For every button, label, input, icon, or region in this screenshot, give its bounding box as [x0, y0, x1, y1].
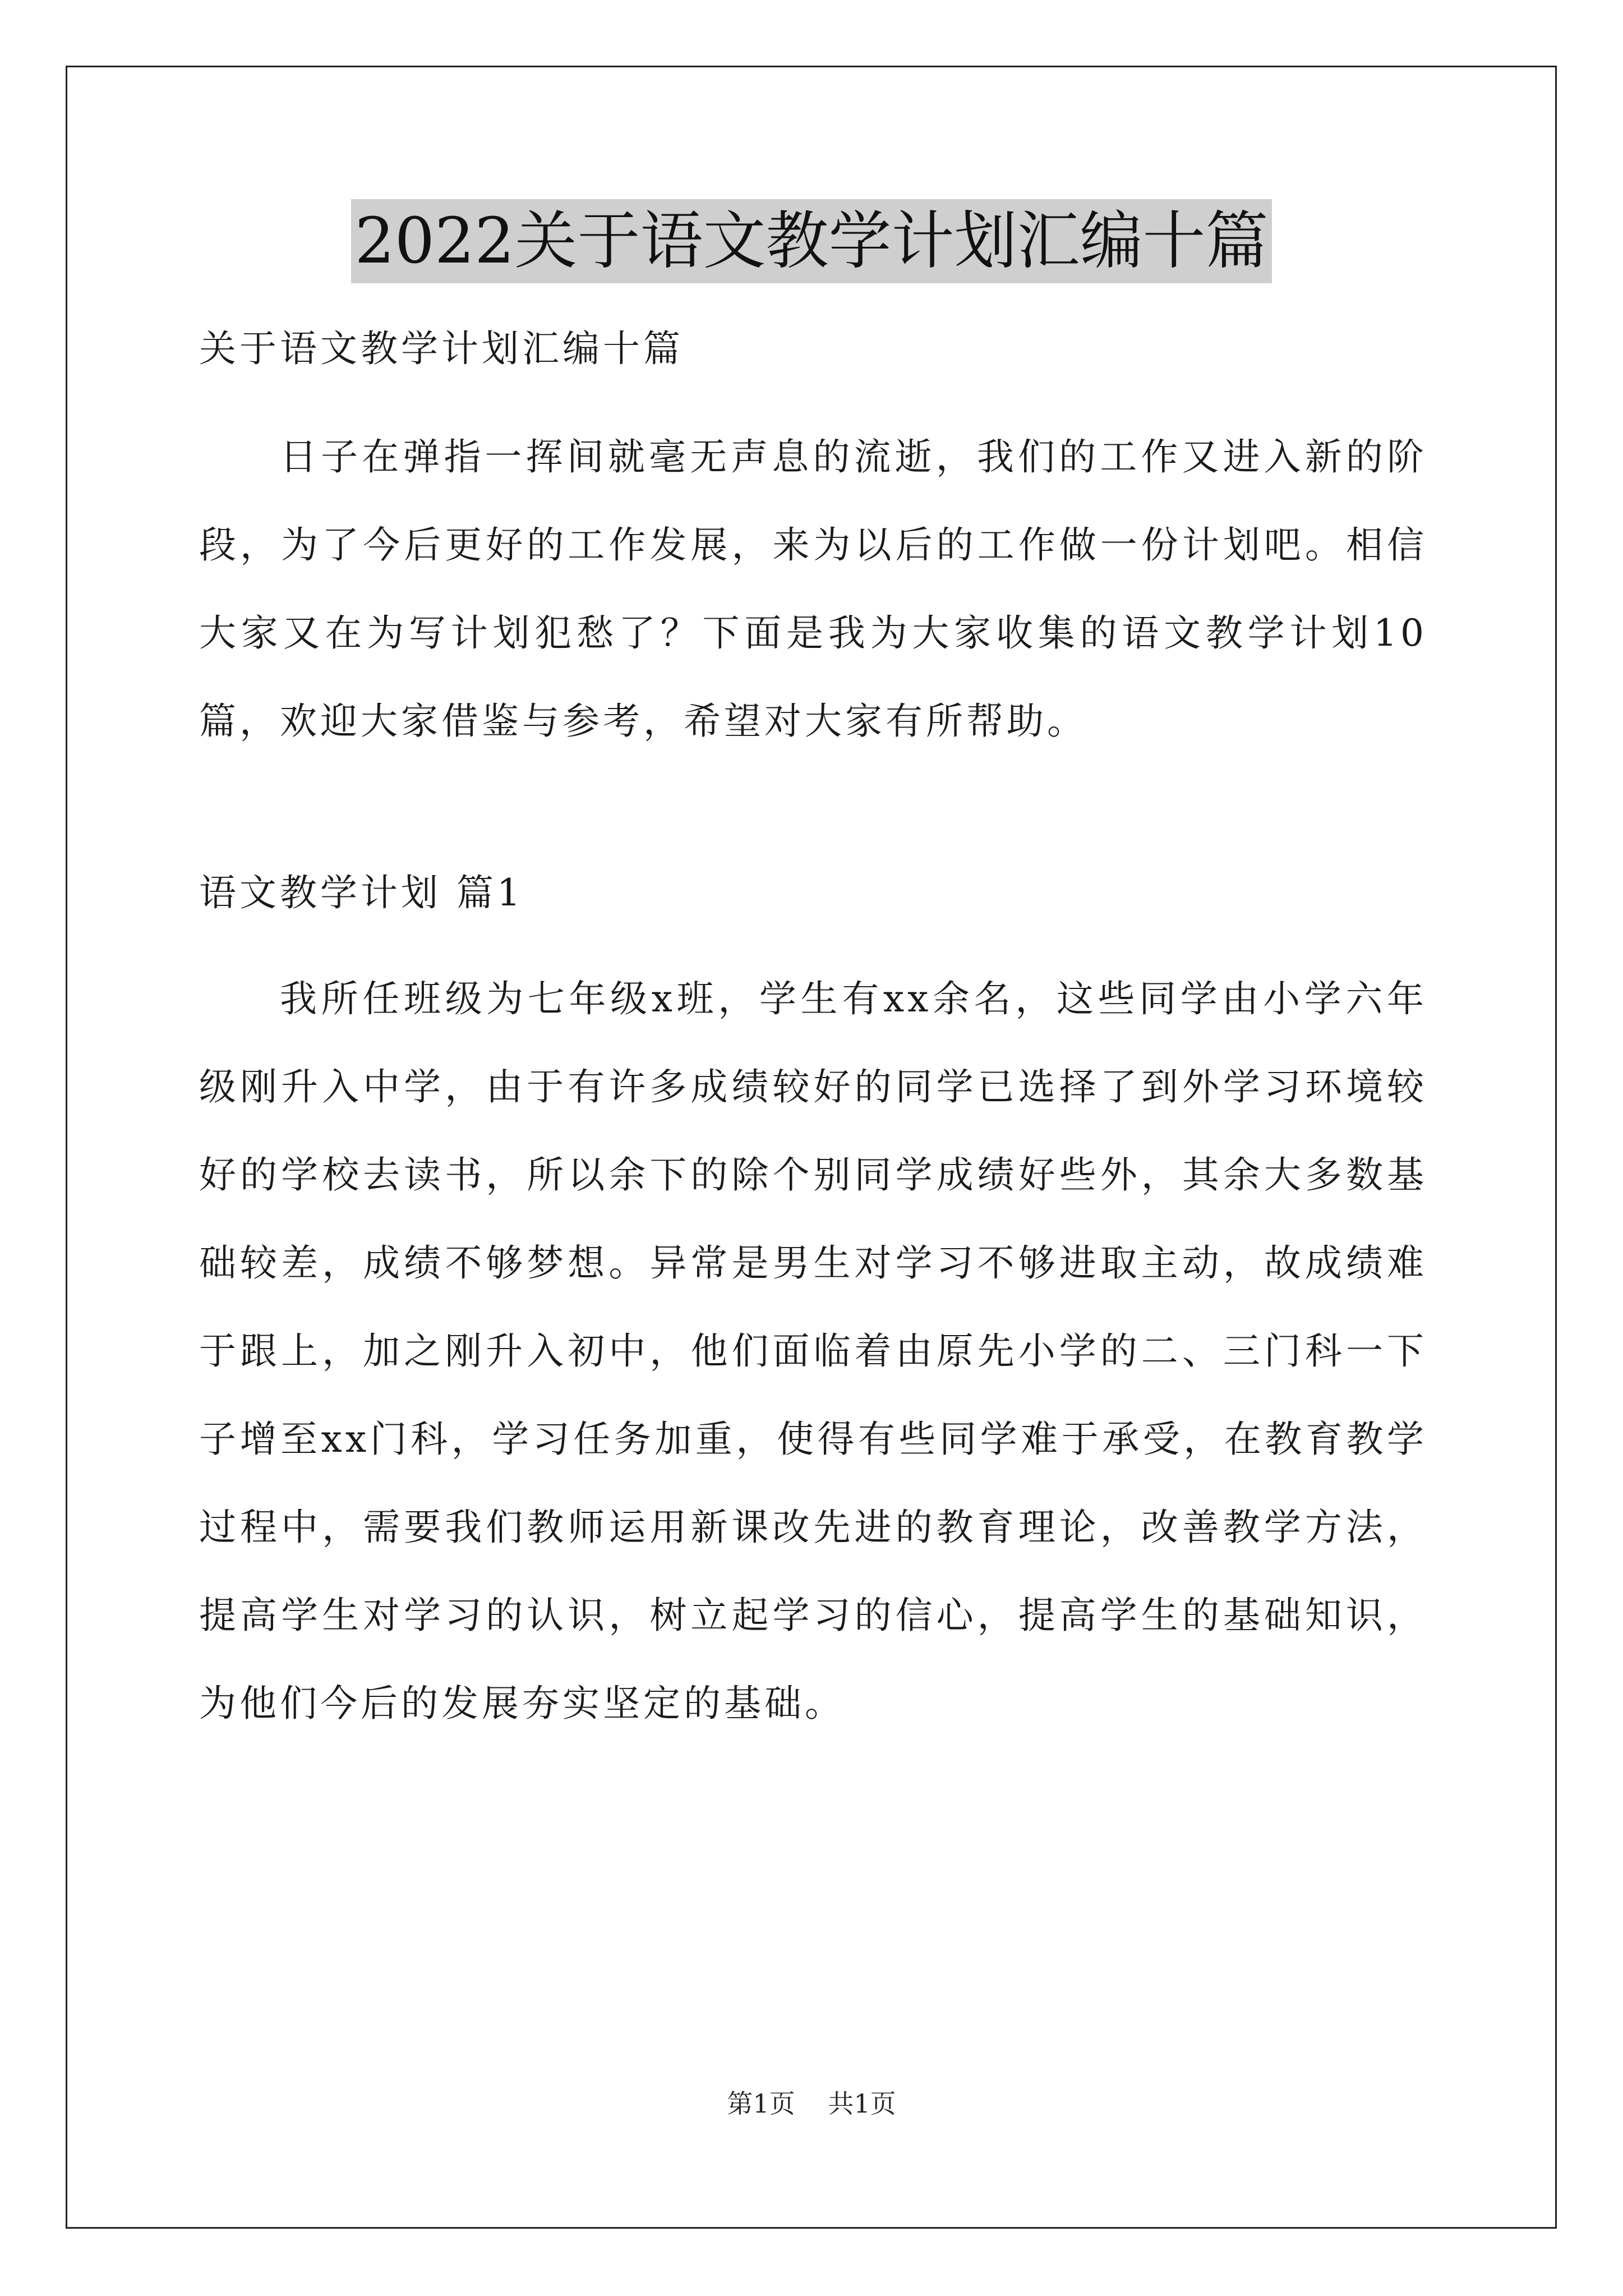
page-footer	[0, 2087, 1623, 2120]
title-area	[0, 199, 1623, 283]
document-subtitle: 关于语文教学计划汇编十篇	[199, 327, 684, 370]
page-number-current: 第1页	[727, 2088, 795, 2119]
page-number-total: 共1页	[828, 2088, 896, 2119]
section-heading: 语文教学计划 篇1	[199, 871, 524, 914]
document-title: 2022关于语文教学计划汇编十篇	[351, 199, 1271, 283]
document-body	[199, 303, 1427, 1747]
intro-paragraph: 日子在弹指一挥间就毫无声息的流逝，我们的工作又进入新的阶段，为了今后更好的工作发展，来为以后的工作做一份计划吧。相信大家又在为写计划犯愁了？下面是我为大家收集的语文教学计划10篇，欢迎大家借鉴与参考，希望对大家有所帮助。	[199, 435, 1427, 743]
section-paragraph: 我所任班级为七年级x班，学生有xx余名，这些同学由小学六年级刚升入中学，由于有许多成绩较好的同学已选择了到外学习环境较好的学校去读书，所以余下的除个别同学成绩好些外，其余大多数基础较差，成绩不够梦想。异常是男生对学习不够进取主动，故成绩难于跟上，加之刚升入初中，他们面临着由原先小学的二、三门科一下子增至xx门科，学习任务加重，使得有些同学难于承受，在教育教学过程中，需要我们教师运用新课改先进的教育理论，改善教学方法，提高学生对学习的认识，树立起学习的信心，提高学生的基础知识，为他们今后的发展夯实坚定的基础。	[199, 977, 1427, 1725]
